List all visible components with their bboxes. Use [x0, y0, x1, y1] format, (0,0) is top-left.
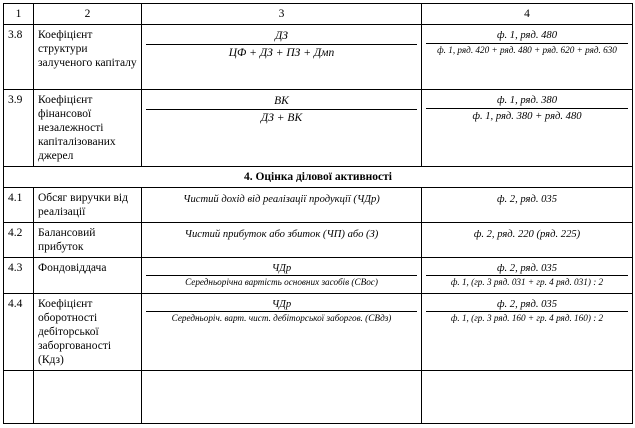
- row-formula: [142, 25, 422, 90]
- table-row: [4, 90, 633, 167]
- column-header-2: 2: [34, 4, 142, 25]
- row-source: [422, 25, 633, 90]
- table-row-blank: [4, 370, 633, 423]
- blank-cell-3: [142, 370, 422, 423]
- document-page: [0, 3, 635, 428]
- formula-text: Чистий дохід від реалізації продукції (ЧДр): [183, 194, 380, 206]
- table-header-row: [4, 4, 633, 25]
- source-text: ф. 2, ряд. 220 (ряд. 225): [473, 229, 581, 241]
- formula-numerator: ЧДр: [271, 298, 292, 310]
- section-title-row: [4, 167, 633, 188]
- row-source: [422, 188, 633, 223]
- row-number: 3.9: [4, 90, 34, 167]
- row-number: 4.2: [4, 223, 34, 258]
- formula-text: Чистий прибуток або збиток (ЧП) або (З): [184, 229, 379, 241]
- row-name: Коефіцієнт структури залученого капіталу: [34, 25, 142, 90]
- row-name: Обсяг виручки від реалізації: [34, 188, 142, 223]
- source-numerator: ф. 1, ряд. 380: [496, 95, 558, 107]
- row-name: Балансовий прибуток: [34, 223, 142, 258]
- section-title: 4. Оцінка ділової активності: [4, 167, 633, 188]
- source-numerator: ф. 2, ряд. 035: [496, 263, 558, 275]
- row-formula: [142, 293, 422, 370]
- blank-cell-4: [422, 370, 633, 423]
- row-number: 3.8: [4, 25, 34, 90]
- row-source: [422, 258, 633, 294]
- column-header-4: 4: [422, 4, 633, 25]
- table-row: [4, 293, 633, 370]
- source-denominator: ф. 1, ряд. 420 + ряд. 480 + ряд. 620 + ряд. 630: [426, 43, 628, 58]
- formula-denominator: ДЗ + ВК: [146, 109, 417, 126]
- row-formula: [142, 90, 422, 167]
- table-row: [4, 188, 633, 223]
- source-numerator: ф. 1, ряд. 480: [496, 30, 558, 42]
- source-text: ф. 2, ряд. 035: [496, 194, 558, 206]
- source-denominator: ф. 1, (гр. 3 ряд. 031 + гр. 4 ряд. 031) : 2: [426, 275, 628, 290]
- formula-denominator: Середньорічна вартість основних засобів (СВос): [146, 275, 417, 290]
- financial-ratios-table: [3, 3, 633, 424]
- row-number: 4.3: [4, 258, 34, 294]
- column-header-1: 1: [4, 4, 34, 25]
- table-row: [4, 223, 633, 258]
- row-number: 4.4: [4, 293, 34, 370]
- table-row: [4, 258, 633, 294]
- formula-denominator: Середньоріч. варт. чист. дебіторської заборгов. (СВдз): [146, 311, 417, 326]
- table-row: [4, 25, 633, 90]
- formula-numerator: ЧДр: [271, 263, 292, 275]
- row-name: Коефіцієнт фінансової незалежності капіталізованих джерел: [34, 90, 142, 167]
- blank-cell-2: [34, 370, 142, 423]
- row-formula: [142, 258, 422, 294]
- row-number: 4.1: [4, 188, 34, 223]
- source-denominator: ф. 1, (гр. 3 ряд. 160 + гр. 4 ряд. 160) : 2: [426, 311, 628, 326]
- row-name: Коефіцієнт оборотності дебіторської заборгованості (Кдз): [34, 293, 142, 370]
- column-header-3: 3: [142, 4, 422, 25]
- source-denominator: ф. 1, ряд. 380 + ряд. 480: [426, 108, 628, 124]
- row-source: [422, 223, 633, 258]
- row-source: [422, 90, 633, 167]
- formula-numerator: ВК: [274, 95, 289, 108]
- row-name: Фондовіддача: [34, 258, 142, 294]
- formula-numerator: ДЗ: [274, 30, 288, 43]
- blank-cell-1: [4, 370, 34, 423]
- row-formula: [142, 188, 422, 223]
- source-numerator: ф. 2, ряд. 035: [496, 298, 558, 310]
- row-source: [422, 293, 633, 370]
- formula-denominator: ЦФ + ДЗ + ПЗ + Дмп: [146, 44, 417, 61]
- row-formula: [142, 223, 422, 258]
